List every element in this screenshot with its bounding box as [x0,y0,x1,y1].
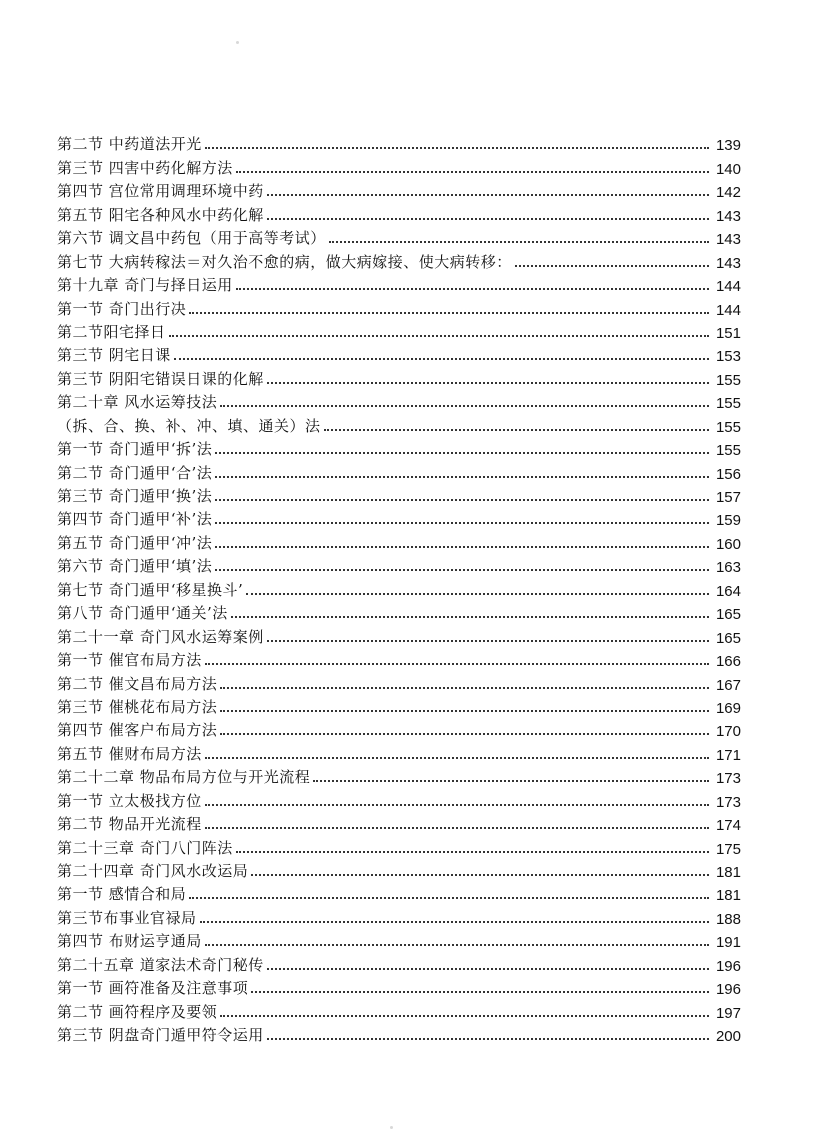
dot-leader [169,335,709,337]
dot-leader [251,991,709,993]
dot-leader [246,593,709,595]
dot-leader [215,499,709,501]
toc-entry-title: 第三节 四害中药化解方法 [57,158,233,177]
toc-entry-page-number: 188 [715,910,741,928]
toc-entry-title: 第一节 画符准备及注意事项 [57,979,249,998]
toc-entry-title: 第二节 中药道法开光 [57,135,202,154]
dot-leader [220,1015,709,1017]
toc-entry-title: 第一节 立太极找方位 [57,791,202,810]
toc-entry-page-number: 155 [715,371,741,389]
toc-entry-page-number: 156 [715,465,741,483]
toc-entry-page-number: 160 [715,535,741,553]
dot-leader [515,265,709,267]
toc-entry [57,178,741,201]
toc-entry-page-number: 181 [715,864,741,881]
toc-entry-title: 第二十章 风水运筹技法 [57,393,218,412]
toc-entry-title: （拆、合、换、补、冲、填、通关）法 [57,416,321,435]
toc-entry [57,248,741,271]
dot-leader [205,663,709,665]
dot-leader [267,382,709,384]
toc-entry-title: 第二十二章 物品布局方位与开光流程 [57,768,311,787]
toc-entry [57,365,741,388]
toc-entry [57,623,741,646]
toc-entry-title: 第六节 奇门遁甲‘填’法 [57,557,213,576]
toc-entry-title: 第三节 阴盘奇门遁甲符令运用 [57,1026,264,1045]
toc-entry-title: 第五节 奇门遁甲‘冲’法 [57,533,213,552]
dot-leader [215,569,709,571]
toc-entry [57,342,741,365]
table-of-contents [57,131,741,1045]
toc-entry-title: 第三节 阴阳宅错误日课的化解 [57,369,264,388]
toc-entry [57,740,741,763]
toc-entry [57,529,741,552]
toc-entry [57,881,741,904]
scan-speck [390,1126,393,1129]
toc-entry-title: 第一节 奇门出行决 [57,299,187,318]
toc-entry-title: 第二十四章 奇门风水改运局 [57,862,249,880]
toc-entry-page-number: 164 [715,582,741,600]
toc-entry-title: 第七节 奇门遁甲‘移星换斗’ [57,580,244,599]
toc-entry-title: 第十九章 奇门与择日运用 [57,276,233,295]
dot-leader [205,804,709,806]
scan-speck [236,41,239,44]
toc-entry [57,506,741,529]
toc-entry [57,600,741,623]
dot-leader [236,851,709,853]
dot-leader [200,921,709,923]
toc-entry-title: 第四节 宫位常用调理环境中药 [57,182,264,201]
dot-leader [220,405,709,407]
toc-entry-page-number: 175 [715,840,741,858]
dot-leader [267,1038,709,1040]
toc-entry [57,436,741,459]
toc-entry-title: 第二节 物品开光流程 [57,815,202,834]
toc-entry-title: 第四节 催客户布局方法 [57,721,218,740]
toc-entry-page-number: 165 [715,629,741,647]
toc-entry [57,998,741,1021]
toc-entry-title: 第七节 大病转稼法＝对久治不愈的病，做大病嫁接、使大病转移： [57,252,512,271]
toc-entry-title: 第一节 奇门遁甲‘拆’法 [57,440,213,459]
toc-entry [57,272,741,295]
toc-entry-title: 第三节 催桃花布局方法 [57,697,218,716]
dot-leader [236,171,709,173]
toc-entry-page-number: 155 [715,418,741,436]
toc-entry [57,389,741,412]
toc-entry-page-number: 153 [715,348,741,366]
toc-entry [57,319,741,342]
toc-entry-page-number: 157 [715,489,741,506]
toc-entry [57,975,741,998]
toc-entry-title: 第二节 催文昌布局方法 [57,674,218,693]
toc-entry [57,647,741,670]
toc-entry-page-number: 139 [715,137,741,155]
toc-entry [57,131,741,154]
toc-entry-page-number: 171 [715,746,741,764]
toc-entry-title: 第三节 阴宅日课 [57,346,171,365]
toc-entry-page-number: 196 [715,981,741,999]
dot-leader [220,710,709,712]
toc-entry-title: 第八节 奇门遁甲‘通关’法 [57,604,228,623]
toc-entry-page-number: 142 [715,184,741,202]
toc-entry-page-number: 181 [715,887,741,905]
toc-entry [57,225,741,248]
toc-entry-page-number: 173 [715,770,741,788]
toc-entry-title: 第四节 奇门遁甲‘补’法 [57,510,213,529]
dot-leader [205,147,709,149]
dot-leader [174,358,709,360]
dot-leader [215,452,709,454]
toc-entry-title: 第二十一章 奇门风水运筹案例 [57,627,264,646]
toc-entry-page-number: 143 [715,254,741,272]
toc-entry-page-number: 155 [715,395,741,413]
dot-leader [329,241,709,243]
dot-leader [215,476,709,478]
toc-entry-title: 第二十五章 道家法术奇门秘传 [57,955,264,974]
toc-entry [57,1022,741,1045]
toc-entry-title: 第二十三章 奇门八门阵法 [57,838,233,857]
dot-leader [313,780,709,782]
dot-leader [205,757,709,759]
toc-entry-page-number: 165 [715,606,741,624]
dot-leader [205,944,709,946]
dot-leader [267,218,709,220]
toc-entry [57,928,741,951]
toc-entry-page-number: 174 [715,817,741,835]
toc-entry [57,459,741,482]
toc-entry [57,951,741,974]
toc-entry [57,787,741,810]
toc-entry-page-number: 140 [715,160,741,178]
toc-entry-title: 第五节 阳宅各种风水中药化解 [57,205,264,224]
toc-entry [57,858,741,881]
toc-entry-title: 第二节 奇门遁甲‘合’法 [57,463,213,482]
toc-entry-page-number: 197 [715,1004,741,1022]
toc-entry [57,834,741,857]
toc-entry [57,201,741,224]
dot-leader [189,312,709,314]
toc-entry-page-number: 143 [715,207,741,225]
dot-leader [251,874,709,876]
toc-entry [57,553,741,576]
dot-leader [220,733,709,735]
toc-entry [57,811,741,834]
toc-entry-title: 第四节 布财运亨通局 [57,932,202,951]
toc-entry [57,670,741,693]
toc-entry-title: 第五节 催财布局方法 [57,744,202,763]
toc-entry-page-number: 191 [715,934,741,952]
toc-entry-page-number: 169 [715,699,741,717]
dot-leader [215,522,709,524]
toc-entry-page-number: 170 [715,723,741,741]
toc-entry [57,717,741,740]
dot-leader [231,616,709,618]
dot-leader [220,687,709,689]
toc-entry-page-number: 167 [715,676,741,694]
toc-entry [57,412,741,435]
dot-leader [267,968,709,970]
toc-entry [57,483,741,506]
toc-entry-page-number: 166 [715,653,741,671]
toc-entry-page-number: 159 [715,512,741,530]
dot-leader [215,546,709,548]
dot-leader [189,897,709,899]
toc-entry-title: 第六节 调文昌中药包（用于高等考试） [57,229,326,248]
toc-entry-page-number: 144 [715,301,741,319]
toc-entry-page-number: 196 [715,957,741,975]
toc-entry-title: 第一节 感情合和局 [57,885,187,904]
toc-entry [57,694,741,717]
toc-entry [57,764,741,787]
toc-entry-page-number: 155 [715,442,741,460]
dot-leader [205,827,709,829]
toc-entry [57,576,741,599]
dot-leader [324,429,709,431]
toc-entry [57,154,741,177]
toc-entry-page-number: 163 [715,559,741,577]
toc-entry-title: 第三节 奇门遁甲‘换’法 [57,487,213,505]
toc-entry-title: 第一节 催官布局方法 [57,651,202,670]
toc-entry [57,904,741,927]
toc-entry-page-number: 144 [715,278,741,296]
toc-entry-page-number: 173 [715,793,741,811]
toc-entry [57,295,741,318]
dot-leader [267,640,709,642]
toc-entry-title: 第二节阳宅择日 [57,322,166,341]
toc-entry-title: 第二节 画符程序及要领 [57,1002,218,1021]
toc-entry-title: 第三节布事业官禄局 [57,908,197,927]
dot-leader [267,194,709,196]
toc-entry-page-number: 200 [715,1028,741,1046]
toc-entry-page-number: 143 [715,231,741,249]
toc-entry-page-number: 151 [715,324,741,342]
dot-leader [236,288,709,290]
